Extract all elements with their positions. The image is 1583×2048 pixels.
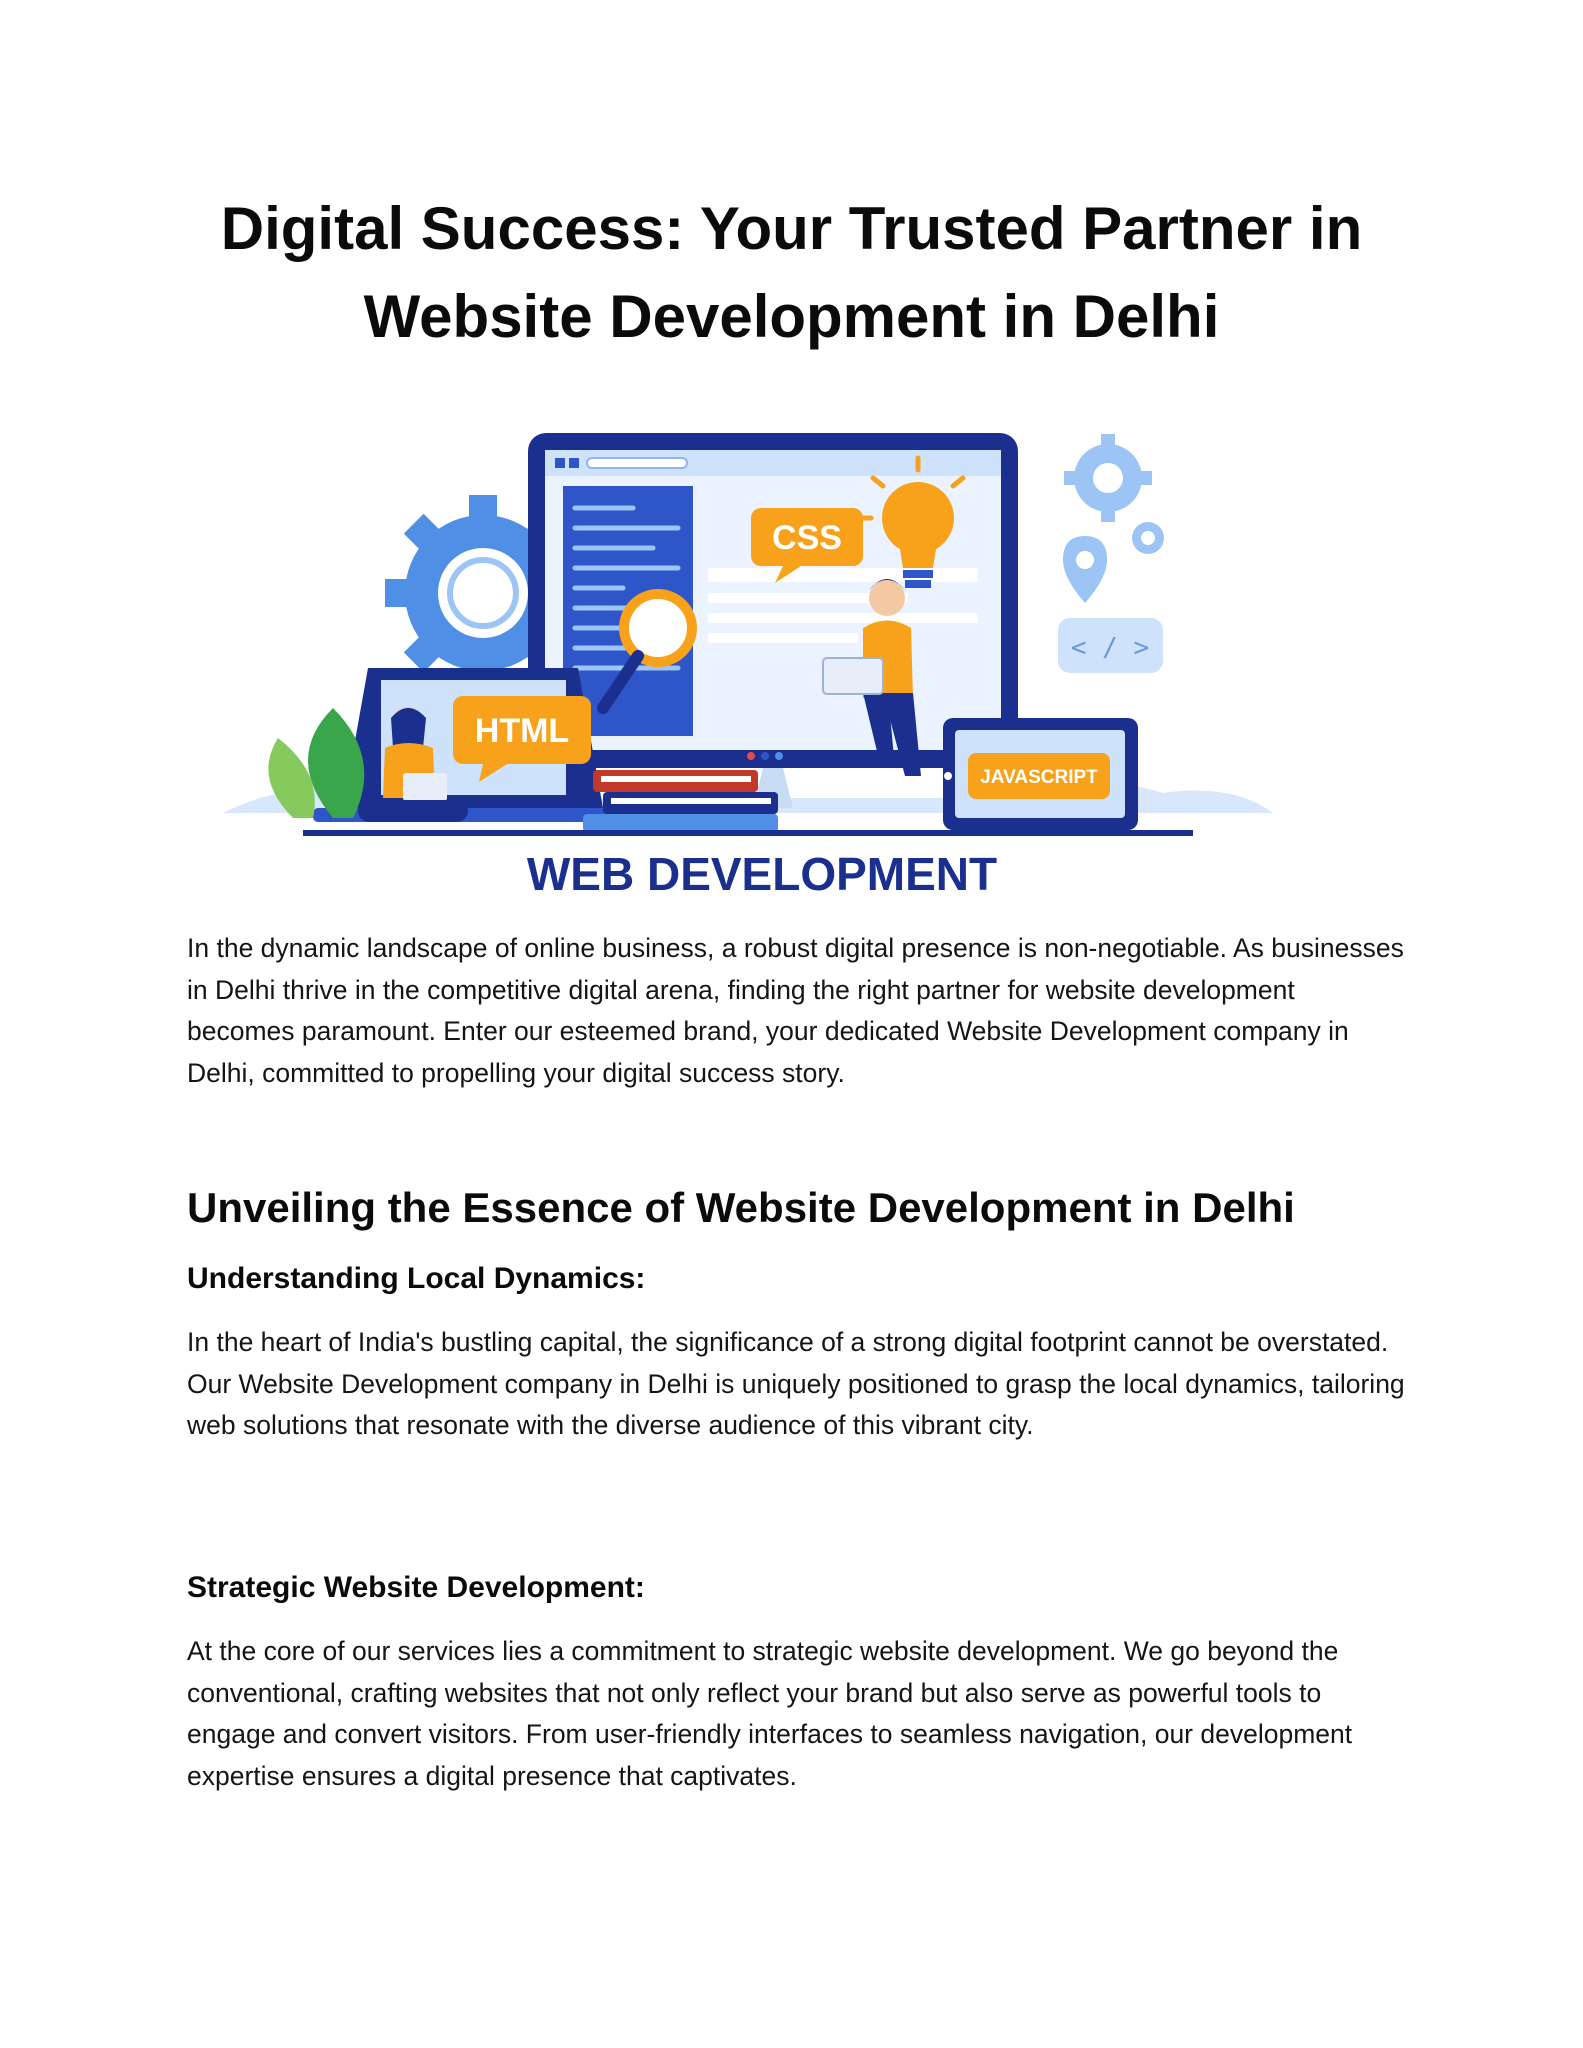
page-title: Digital Success: Your Trusted Partner in Website Development in Delhi (220, 195, 1363, 350)
intro-paragraph: In the dynamic landscape of online business, a robust digital presence is non-negotiable. As businesses in Delhi thrive in the competitive digital arena, finding the right partner for website development becomes paramount. Enter our esteemed brand, your dedicated Website Development company in Delhi, committed to propelling your digital success story. (187, 933, 1404, 1088)
books-icon (583, 770, 778, 832)
illustration-caption: WEB DEVELOPMENT (526, 848, 998, 900)
html-label: HTML (474, 712, 570, 750)
subsection-body-strategic-development: At the core of our services lies a commitment to strategic website development. We go beyond the conventional, crafting websites that not only reflect your brand but also serve as powerful tools to engage and convert visitors. From user-friendly interfaces to seamless navigation, our development expertise ensures a digital presence that captivates. (187, 1636, 1353, 1791)
section-heading: Unveiling the Essence of Website Development in Delhi (187, 1184, 1295, 1231)
subsection-heading-local-dynamics: Understanding Local Dynamics: (187, 1262, 646, 1295)
subsection-body-local-dynamics: In the heart of India's bustling capital, the significance of a strong digital footprint cannot be overstated. Our Website Development company in Delhi is uniquely positioned to grasp the local dynamics, tailoring web solutions that resonate with the diverse audience of this vibrant city. (187, 1327, 1405, 1440)
location-pin-icon (1063, 536, 1107, 603)
web-development-illustration (183, 378, 1341, 915)
css-label: CSS (772, 519, 842, 557)
tablet-icon (943, 718, 1138, 830)
code-label: < / > (1070, 633, 1150, 663)
code-badge (1058, 618, 1163, 673)
small-gear-icon (1064, 434, 1152, 522)
javascript-label: JAVASCRIPT (980, 767, 1098, 788)
tiny-gear-icon (1132, 522, 1164, 554)
subsection-heading-strategic-development: Strategic Website Development: (187, 1571, 645, 1604)
